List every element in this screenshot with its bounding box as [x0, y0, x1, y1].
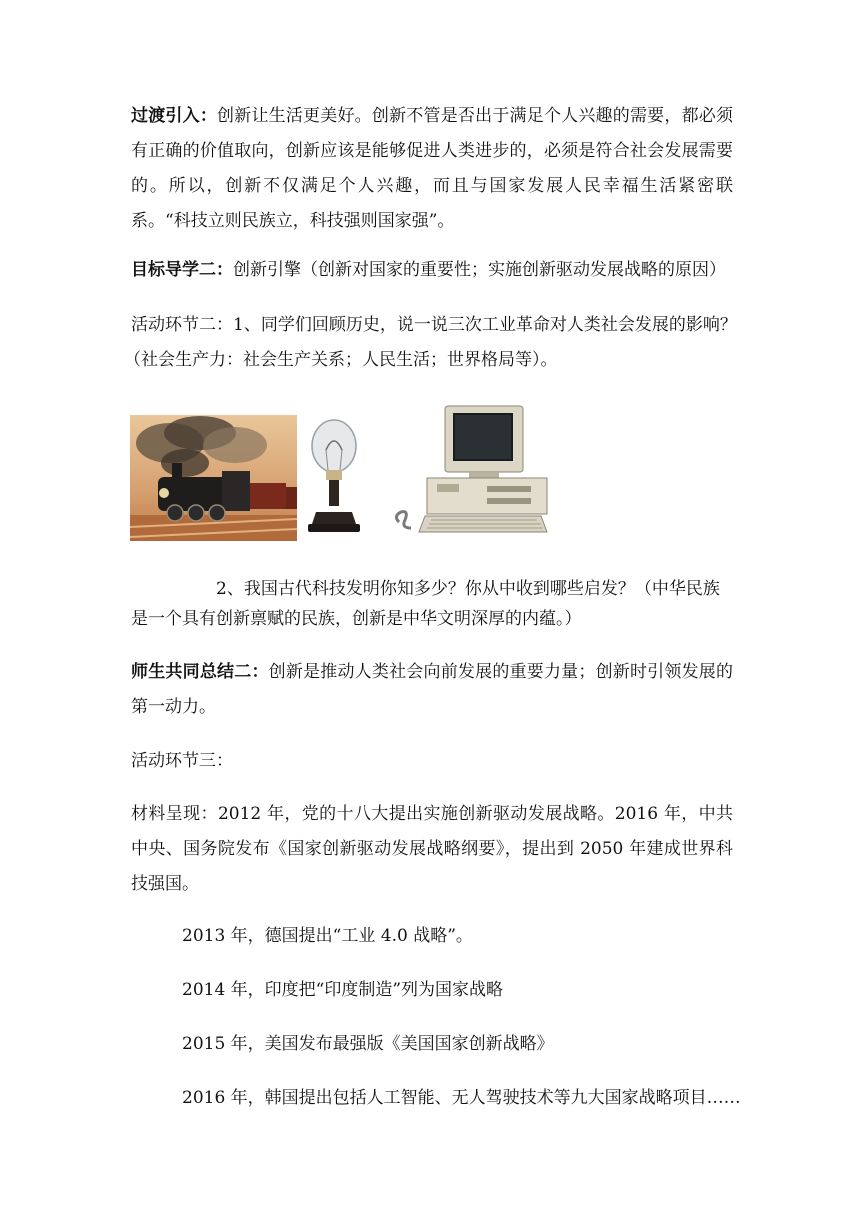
summary2-text: 创新是推动人类社会向前发展的重要力量；创新时引领发展的第一动力。 [131, 662, 734, 717]
summary2-label: 师生共同总结二： [131, 662, 269, 682]
transition-text: 创新让生活更美好。创新不管是否出于满足个人兴趣的需要，都必须有正确的价值取向，创新应该是能够促进人类进步的，必须是符合社会发展需要的。所以，创新不仅满足个人兴趣，而且与国家发展人民幸福生活紧密联系。“科技立则民族立，科技强则国家强”。 [131, 106, 734, 231]
material-paragraph: 材料呈现：2012 年，党的十八大提出实施创新驱动发展战略。2016 年，中共中央、国务院发布《国家创新驱动发展战略纲要》，提出到 2050 年建成世界科技强国。 [131, 804, 733, 894]
question2-line2: 是一个具有创新禀赋的民族，创新是中华文明深厚的内蕴。） [131, 609, 582, 629]
event-2014: 2014 年，印度把“印度制造”列为国家战略 [182, 980, 504, 1000]
event-2016: 2016 年，韩国提出包括人工智能、无人驾驶技术等九大国家战略项目…… [182, 1088, 741, 1108]
activity3-heading: 活动环节三： [131, 751, 233, 771]
activity2-line1: 活动环节二：1、同学们回顾历史，说一说三次工业革命对人类社会发展的影响？ [131, 315, 737, 335]
transition-paragraph [131, 99, 733, 239]
steam-locomotive-image [130, 415, 297, 541]
goal2-label: 目标导学二： [131, 260, 233, 280]
activity2-line2: （社会生产力：社会生产关系；人民生活；世界格局等）。 [124, 350, 558, 370]
personal-computer-image [391, 404, 551, 540]
goal2-heading [131, 258, 726, 282]
question2-line1: 2、我国古代科技发明你知多少？你从中收到哪些启发？（中华民族 [216, 579, 720, 599]
transition-label: 过渡引入： [131, 106, 218, 126]
event-2015: 2015 年，美国发布最强版《美国国家创新战略》 [182, 1034, 554, 1054]
summary2-paragraph [131, 655, 733, 725]
light-bulb-image [302, 412, 366, 540]
goal2-text: 创新引擎（创新对国家的重要性；实施创新驱动发展战略的原因） [233, 260, 726, 280]
event-2013: 2013 年，德国提出“工业 4.0 战略”。 [182, 926, 473, 946]
